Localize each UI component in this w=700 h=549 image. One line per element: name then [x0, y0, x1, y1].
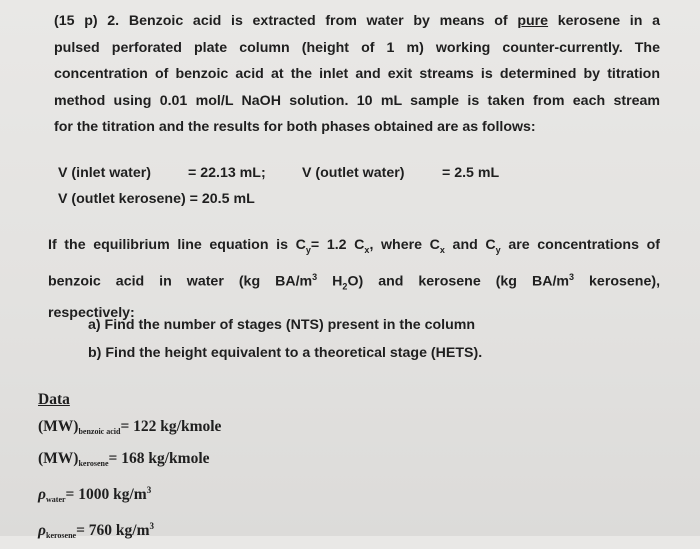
problem-line-4: method using 0.01 mol/L NaOH solution. 10 mL sample is taken from each stream: [54, 92, 660, 109]
data-section: [38, 386, 221, 549]
mw-benzoic-acid: $(MW)_{benzoic acid}= 122$ kg/kmole: [38, 418, 222, 436]
problem-line-2: pulsed perforated plate column (height of 1 m) working counter-currently. The: [54, 39, 660, 56]
readings-row-1: [58, 160, 499, 186]
problem-line-5: for the titration and the results for both phases obtained are as follows:: [54, 119, 536, 135]
problem-line-3: concentration of benzoic acid at the inlet and exit streams is determined by titration: [54, 66, 660, 82]
outlet-water-value: = 2.5 mL: [442, 165, 500, 181]
problem-line-1: (15 p) 2. Benzoic acid is extracted from water by means of pure kerosene in a: [54, 13, 660, 29]
problem-statement: [54, 8, 660, 141]
inlet-water-label: V (inlet water): [58, 165, 152, 181]
density-kerosene: $\rho_{kerosene}= 760$ $kg/m^3$: [38, 521, 154, 541]
equilibrium-line-1: If the equilibrium line equation is $C_y= 1.2$ $C_x$, where $C_x$ and $C_y$ are concentrations of: [48, 237, 660, 255]
density-water: $\rho_{water}= 1000$ $kg/m^3$: [38, 485, 152, 505]
data-title: Data: [38, 391, 70, 408]
outlet-kerosene-value: = 20.5 mL: [189, 191, 255, 207]
equilibrium-line-3: respectively:: [48, 305, 135, 322]
outlet-water-label: V (outlet water): [302, 165, 405, 181]
equilibrium-line-2: benzoic acid in water (kg $BA/m^3$ $H_2O$) and kerosene (kg $BA/m^3$ kerosene),: [48, 271, 661, 292]
question-a: a) Find the number of stages (NTS) present in the column: [88, 317, 476, 333]
question-b: b) Find the height equivalent to a theoretical stage (HETS).: [88, 345, 483, 361]
inlet-water-value: = 22.13 mL;: [188, 165, 266, 181]
mw-kerosene: $(MW)_{kerosene}= 168$ kg/kmole: [38, 450, 210, 468]
readings-row-2: [58, 186, 499, 212]
underlined-pure: pure: [517, 13, 549, 29]
titration-readings: [58, 160, 499, 212]
outlet-kerosene-label: V (outlet kerosene): [58, 191, 186, 207]
questions-list: [88, 311, 482, 367]
